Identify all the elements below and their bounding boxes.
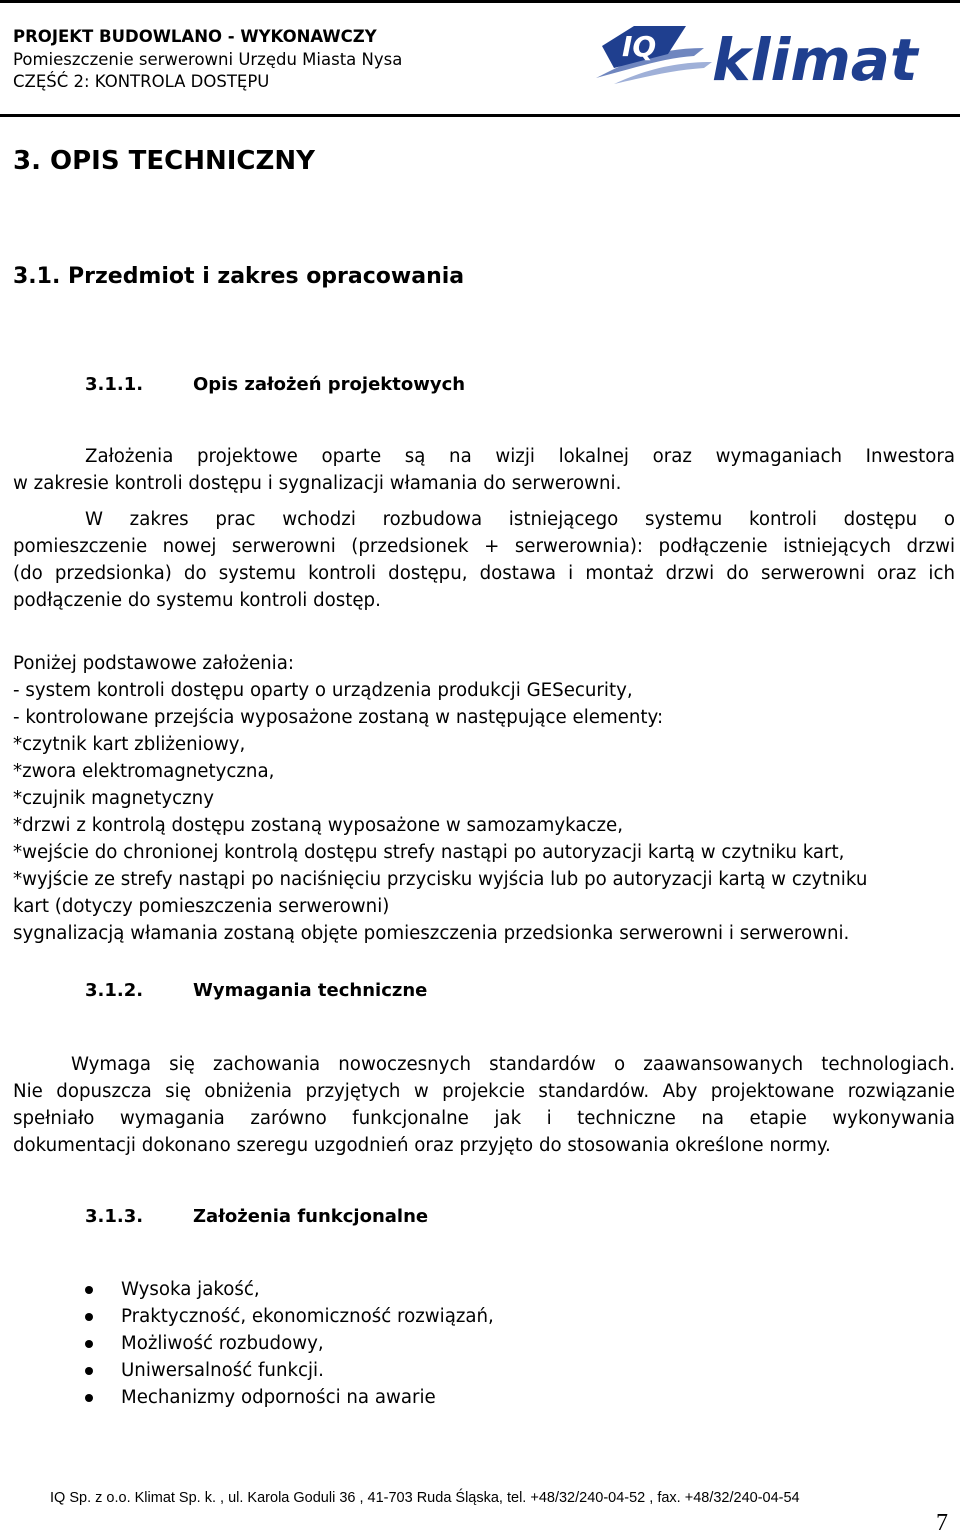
header-rule [0, 114, 960, 117]
page-footer: IQ Sp. z o.o. Klimat Sp. k. , ul. Karola Goduli 36 , 41-703 Ruda Śląska, tel. +48/32/240-04-52 , fax. +48/32/240-04-54 [50, 1490, 800, 1506]
section-number: 3.1.1. [85, 374, 144, 395]
paragraph-assumptions [13, 443, 955, 497]
section-heading-3-1: 3.1. Przedmiot i zakres opracowania [13, 264, 465, 289]
list-item [85, 1276, 494, 1303]
bullet-icon [85, 1367, 93, 1375]
paragraph-line: W zakres prac wchodzi rozbudowa istniejącego systemu kontroli dostępu o [85, 509, 955, 530]
bullet-icon [85, 1394, 93, 1402]
svg-text:klimat: klimat [712, 26, 918, 94]
paragraph-line: Wymaga się zachowania nowoczesnych standardów o zaawansowanych technologiach. [71, 1054, 955, 1075]
list-line: *wyjście ze strefy nastąpi po naciśnięciu przycisku wyjścia lub po autoryzacji kartą w czytniku [13, 869, 868, 890]
paragraph-line: pomieszczenie nowej serwerowni (przedsionek + serwerownia): podłączenie istniejących drzwi [13, 536, 955, 557]
list-item-text: Uniwersalność funkcji. [121, 1360, 324, 1381]
list-line: *drzwi z kontrolą dostępu zostaną wyposażone w samozamykacze, [13, 815, 624, 836]
paragraph-technical-requirements [13, 1051, 955, 1159]
paragraph-line: (do przedsionka) do systemu kontroli dostępu, dostawa i montaż drzwi do serwerowni oraz ich [13, 563, 955, 584]
section-title: Wymagania techniczne [193, 980, 428, 1001]
bullet-icon [85, 1340, 93, 1348]
section-title: Założenia funkcjonalne [193, 1206, 429, 1227]
bullet-icon [85, 1286, 93, 1294]
list-line: *zwora elektromagnetyczna, [13, 761, 275, 782]
paragraph-line: Założenia projektowe oparte są na wizji lokalnej oraz wymaganiach Inwestora [85, 446, 955, 467]
section-number: 3.1.3. [85, 1206, 144, 1227]
header-project-title: PROJEKT BUDOWLANO - WYKONAWCZY [13, 27, 377, 46]
section-heading-3-1-1 [85, 374, 585, 398]
paragraph-line: Nie dopuszcza się obniżenia przyjętych w projekcie standardów. Aby projektowane rozwiązanie [13, 1081, 955, 1102]
list-line: - system kontroli dostępu oparty o urządzenia produkcji GESecurity, [13, 680, 633, 701]
paragraph-line: dokumentacji dokonano szeregu uzgodnień oraz przyjęto do stosowania określone normy. [13, 1135, 831, 1156]
list-item-text: Wysoka jakość, [121, 1279, 260, 1300]
section-heading-3-1-3 [85, 1206, 585, 1230]
header-top-rule [0, 0, 960, 3]
list-item-text: Praktyczność, ekonomiczność rozwiązań, [121, 1306, 494, 1327]
list-item [85, 1303, 494, 1330]
list-item-text: Możliwość rozbudowy, [121, 1333, 324, 1354]
section-title: Opis założeń projektowych [193, 374, 466, 395]
svg-text:IQ: IQ [622, 30, 657, 63]
section-number: 3.1.2. [85, 980, 144, 1001]
header-project-part: CZĘŚĆ 2: KONTROLA DOSTĘPU [13, 72, 270, 91]
section-heading-3: 3. OPIS TECHNICZNY [13, 146, 315, 176]
list-line: - kontrolowane przejścia wyposażone zostaną w następujące elementy: [13, 707, 664, 728]
list-item [85, 1330, 494, 1357]
bullet-icon [85, 1313, 93, 1321]
paragraph-line: w zakresie kontroli dostępu i sygnalizacji włamania do serwerowni. [13, 473, 622, 494]
section-heading-3-1-2 [85, 980, 585, 1004]
list-line: kart (dotyczy pomieszczenia serwerowni) [13, 896, 390, 917]
paragraph-line: podłączenie do systemu kontroli dostęp. [13, 590, 381, 611]
iq-klimat-logo [594, 18, 949, 94]
page-number: 7 [936, 1510, 948, 1536]
list-line: *czujnik magnetyczny [13, 788, 214, 809]
functional-assumptions-list [85, 1276, 494, 1411]
list-line: sygnalizacją włamania zostaną objęte pomieszczenia przedsionka serwerowni i serwerowni. [13, 923, 850, 944]
list-item [85, 1357, 494, 1384]
header-project-subtitle: Pomieszczenie serwerowni Urzędu Miasta Nysa [13, 50, 403, 69]
paragraph-line: spełniało wymagania zarówno funkcjonalne jak i techniczne na etapie wykonywania [13, 1108, 955, 1129]
paragraph-scope [13, 506, 955, 614]
list-item-text: Mechanizmy odporności na awarie [121, 1387, 436, 1408]
list-line: *czytnik kart zbliżeniowy, [13, 734, 246, 755]
assumptions-list [13, 650, 955, 947]
list-line: Poniżej podstawowe założenia: [13, 653, 294, 674]
list-line: *wejście do chronionej kontrolą dostępu strefy nastąpi po autoryzacji kartą w czytniku kart, [13, 842, 845, 863]
list-item [85, 1384, 494, 1411]
